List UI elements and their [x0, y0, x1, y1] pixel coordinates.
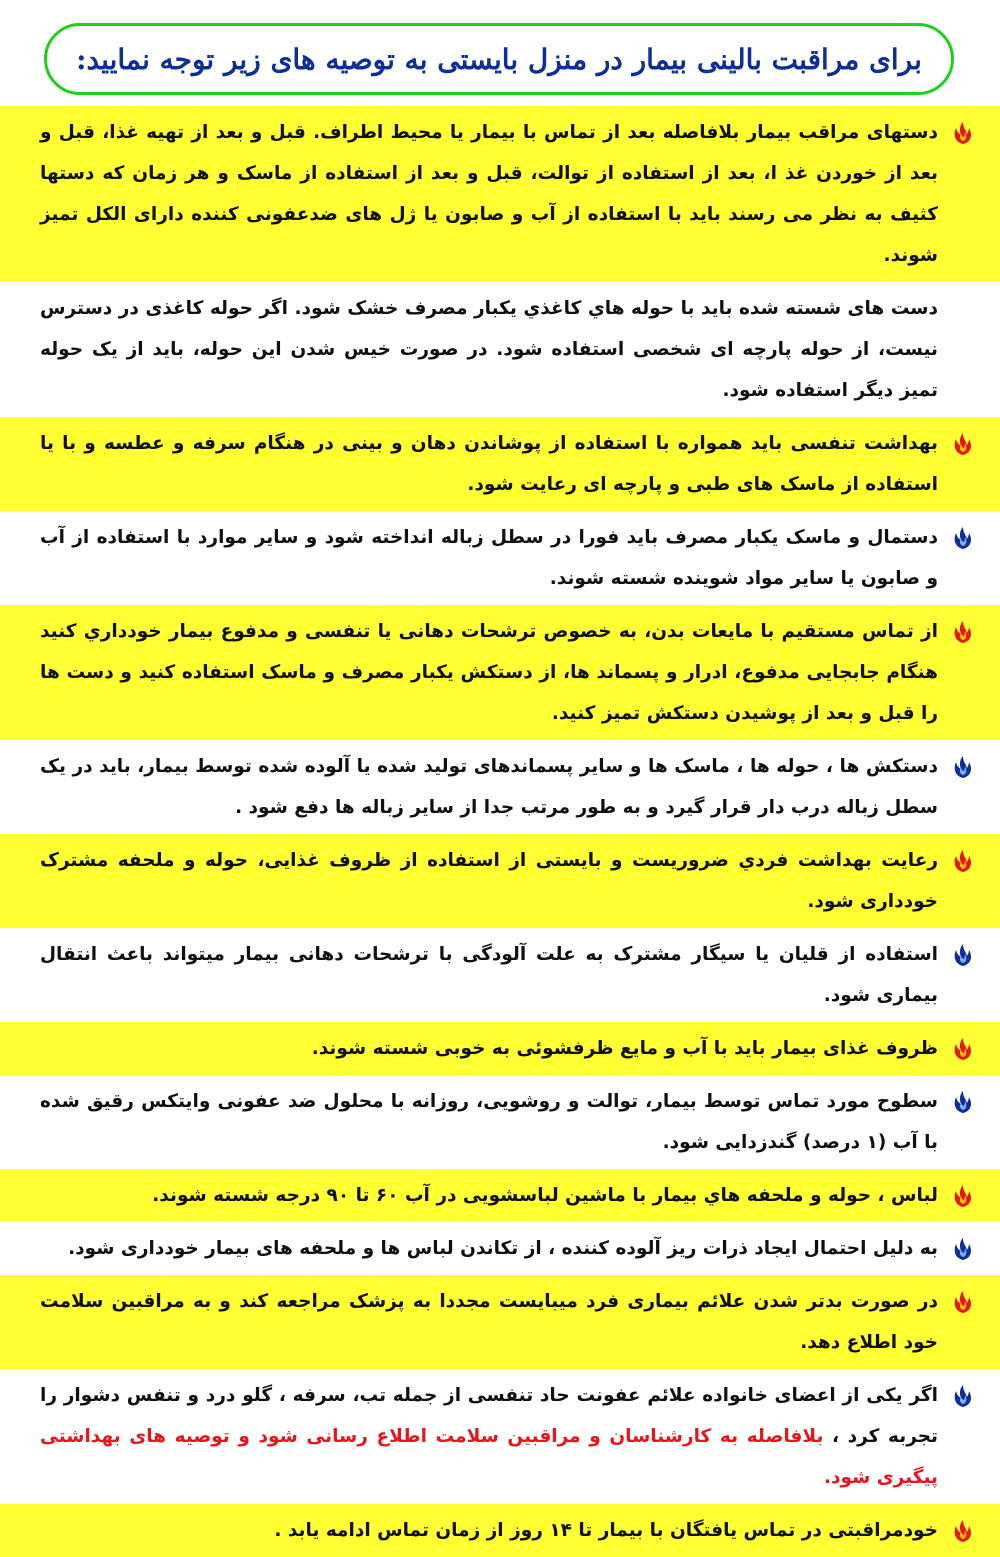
item-text [40, 1375, 938, 1498]
item-text: از تماس مستقیم با مایعات بدن، به خصوص ترشحات دهانی یا تنفسی و مدفوع بیمار خودداري کنید هنگام جابجایی مدفوع، ادرار و پسماند ها، از دستکش یکبار مصرف و ماسک استفاده کنید و دست ها را قبل و بعد از پوشیدن دستکش تمیز کنید. [40, 621, 938, 724]
item-text-black: اگر یکی از اعضای خانواده علائم عفونت حاد تنفسی از جمله تب، سرفه ، گلو درد و تنفس دشوار را تجربه کرد ، [40, 1385, 938, 1447]
red-flame-icon [948, 611, 978, 652]
list-item [0, 1275, 1000, 1369]
item-text-red: بلافاصله به کارشناسان و مراقبین سلامت اطلاع رسانی شود و توصیه های بهداشتی پیگیری شود. [40, 1426, 938, 1488]
blue-flame-icon [948, 517, 978, 558]
item-text: ظروف غذای بیمار باید با آب و مایع ظرفشوئی به خوبی شسته شوند. [311, 1038, 938, 1059]
list-item [0, 1222, 1000, 1275]
item-text: خودمراقبتی در تماس یافتگان با بیمار تا ۱۴ روز از زمان تماس ادامه یابد . [274, 1520, 938, 1541]
list-item [0, 1169, 1000, 1222]
red-flame-icon [948, 1175, 978, 1216]
item-text: سطوح مورد تماس توسط بیمار، توالت و روشویی، روزانه با محلول ضد عفونی وایتکس رقیق شده با آب (۱ درصد) گندزدایی شود. [40, 1091, 938, 1153]
list-item [0, 928, 1000, 1022]
blue-flame-icon [948, 1081, 978, 1122]
list-item [0, 1075, 1000, 1169]
red-flame-icon [948, 1281, 978, 1322]
item-text: دست های شسته شده باید با حوله هاي کاغذي یکبار مصرف خشک شود. اگر حوله کاغذی در دسترس نیست، از حوله پارچه ای شخصی استفاده شود. در صورت خیس شدن این حوله، باید از یک حوله تمیز دیگر استفاده شود. [40, 298, 938, 401]
blue-flame-icon [948, 1228, 978, 1269]
list-item [0, 834, 1000, 928]
red-flame-icon [948, 1028, 978, 1069]
item-text: استفاده از قلیان یا سیگار مشترک به علت آلودگی با ترشحات دهانی بیمار میتواند باعث انتقال بیماری شود. [40, 944, 938, 1006]
item-text: دستکش ها ، حوله ها ، ماسک ها و سایر پسماندهای تولید شده یا آلوده شده توسط بیمار، باید در یک سطل زباله درب دار قرار گیرد و به طور مرتب جدا از سایر زباله ها دفع شود . [40, 756, 938, 818]
title-banner [44, 23, 954, 95]
item-text: بهداشت تنفسی باید همواره با استفاده از پوشاندن دهان و بینی در هنگام سرفه و عطسه و با یا استفاده از ماسک های طبی و پارچه ای رعایت شود. [40, 433, 938, 495]
item-text: به دلیل احتمال ایجاد ذرات ریز آلوده کننده ، از تکاندن لباس ها و ملحفه های بیمار خودداری شود. [68, 1238, 938, 1259]
item-text: دستهای مراقب بیمار بلافاصله بعد از تماس با بیمار یا محیط اطراف. قبل و بعد از تهیه غذا، قبل و بعد از خوردن غذ ا، بعد از استفاده از توالت، قبل و بعد از استفاده از ماسک و هر زمان که دستها کثیف به نظر می رسند باید با استفاده از آب و صابون یا ژل های ضدعفونی کننده دارای الکل تمیز شوند. [40, 122, 938, 266]
page-title: برای مراقبت بالینی بیمار در منزل بایستی به توصیه های زیر توجه نمایید: [76, 42, 922, 76]
list-item [0, 1504, 1000, 1557]
item-text: دستمال و ماسک یکبار مصرف باید فورا در سطل زباله انداخته شود و سایر موارد با استفاده از آب و صابون یا سایر مواد شوینده شسته شوند. [40, 527, 938, 589]
blue-flame-icon [948, 1375, 978, 1416]
red-flame-icon [948, 840, 978, 881]
list-item [0, 282, 1000, 417]
red-flame-icon [948, 112, 978, 153]
recommendation-list [0, 106, 1000, 1557]
item-text: رعایت بهداشت فردي ضروریست و بایستی از استفاده از ظروف غذایی، حوله و ملحفه مشترک خودداری شود. [40, 850, 938, 912]
list-item [0, 1369, 1000, 1504]
item-text: در صورت بدتر شدن علائم بیماری فرد میبایست مجددا به پزشک مراجعه کند و به مراقبین سلامت خود اطلاع دهد. [40, 1291, 938, 1353]
list-item [0, 1022, 1000, 1075]
red-flame-icon [948, 423, 978, 464]
list-item [0, 417, 1000, 511]
list-item [0, 605, 1000, 740]
item-text: لباس ، حوله و ملحفه هاي بیمار با ماشین لباسشویی در آب ۶۰ تا ۹۰ درجه شسته شوند. [152, 1185, 938, 1206]
blue-flame-icon [948, 746, 978, 787]
list-item [0, 106, 1000, 282]
red-flame-icon [948, 1510, 978, 1551]
list-item [0, 740, 1000, 834]
list-item [0, 511, 1000, 605]
bullet-spacer [948, 288, 978, 329]
blue-flame-icon [948, 934, 978, 975]
